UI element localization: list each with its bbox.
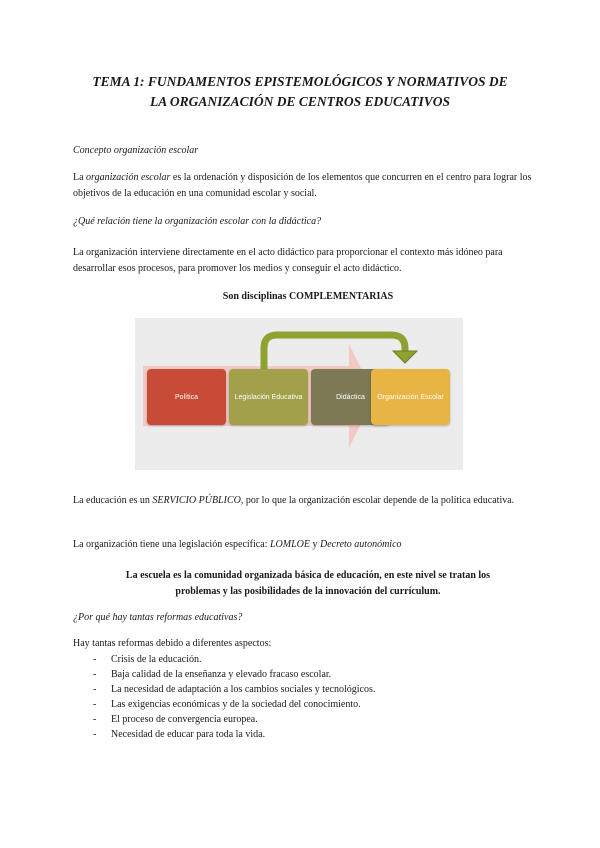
- legislacion-paragraph: [73, 537, 543, 553]
- title-line-1: TEMA 1: FUNDAMENTOS EPISTEMOLÓGICOS Y NORMATIVOS DE: [92, 74, 508, 89]
- relacion-question: ¿Qué relación tiene la organización escolar con la didáctica?: [73, 216, 322, 227]
- concepto-term: organización escolar: [86, 172, 171, 183]
- list-item: - Crisis de la educación.: [93, 652, 533, 667]
- servicio-prefix: La educación es un: [73, 495, 153, 506]
- servicio-rest: , por lo que la organización escolar depende de la política educativa.: [240, 495, 515, 506]
- escuela-line-1: La escuela es la comunidad organizada básica de educación, en este nivel se tratan los: [125, 570, 491, 581]
- concepto-paragraph: [73, 170, 543, 202]
- concepto-heading: Concepto organización escolar: [73, 145, 199, 156]
- list-item: - Necesidad de educar para toda la vida.: [93, 727, 533, 742]
- box-legislacion: Legislación Educativa: [229, 369, 308, 425]
- list-item: - Baja calidad de la enseñanza y elevado fracaso escolar.: [93, 667, 533, 682]
- servicio-paragraph: [73, 493, 543, 509]
- servicio-term: SERVICIO PÚBLICO: [152, 495, 241, 506]
- title-line-2: LA ORGANIZACIÓN DE CENTROS EDUCATIVOS: [149, 94, 451, 109]
- reformas-list: [93, 652, 533, 742]
- list-item: - El proceso de convergencia europea.: [93, 712, 533, 727]
- legislacion-prefix: La organización tiene una legislación específica:: [73, 539, 270, 550]
- list-item: - Las exigencias económicas y de la sociedad del conocimiento.: [93, 697, 533, 712]
- list-item: - La necesidad de adaptación a los cambios sociales y tecnológicos.: [93, 682, 533, 697]
- legislacion-decreto: Decreto autonómico: [319, 539, 402, 550]
- concepto-prefix: La: [73, 172, 87, 183]
- legislacion-connector: y: [309, 539, 320, 550]
- relacion-paragraph: La organización interviene directamente en el acto didáctico para proporcionar el contexto más idóneo para desarrollar esos procesos, para promover los medios y conseguir el acto didáctico.: [73, 247, 503, 274]
- concepto-rest: es la ordenación y disposición de los elementos que concurren en el centro para lograr los objetivos de la educación en una comunidad escolar y social.: [73, 172, 532, 199]
- escuela-line-2: problemas y las posibilidades de la innovación del currículum.: [175, 586, 441, 597]
- disciplinas-heading: Son disciplinas COMPLEMENTARIAS: [222, 291, 394, 302]
- legislacion-lomloe: LOMLOE: [269, 539, 310, 550]
- escuela-statement: [73, 568, 543, 600]
- box-organizacion: Organización Escolar: [371, 369, 450, 425]
- reformas-intro: Hay tantas reformas debido a diferentes aspectos:: [73, 638, 272, 649]
- reformas-question: ¿Por qué hay tantas reformas educativas?: [73, 612, 243, 623]
- curved-arrow-head: [393, 351, 417, 363]
- document-title: [60, 72, 540, 112]
- disciplines-diagram: [135, 318, 463, 470]
- curved-arrow-icon: [264, 335, 405, 370]
- box-politica: Política: [147, 369, 226, 425]
- box-didactica: Didáctica: [311, 369, 390, 425]
